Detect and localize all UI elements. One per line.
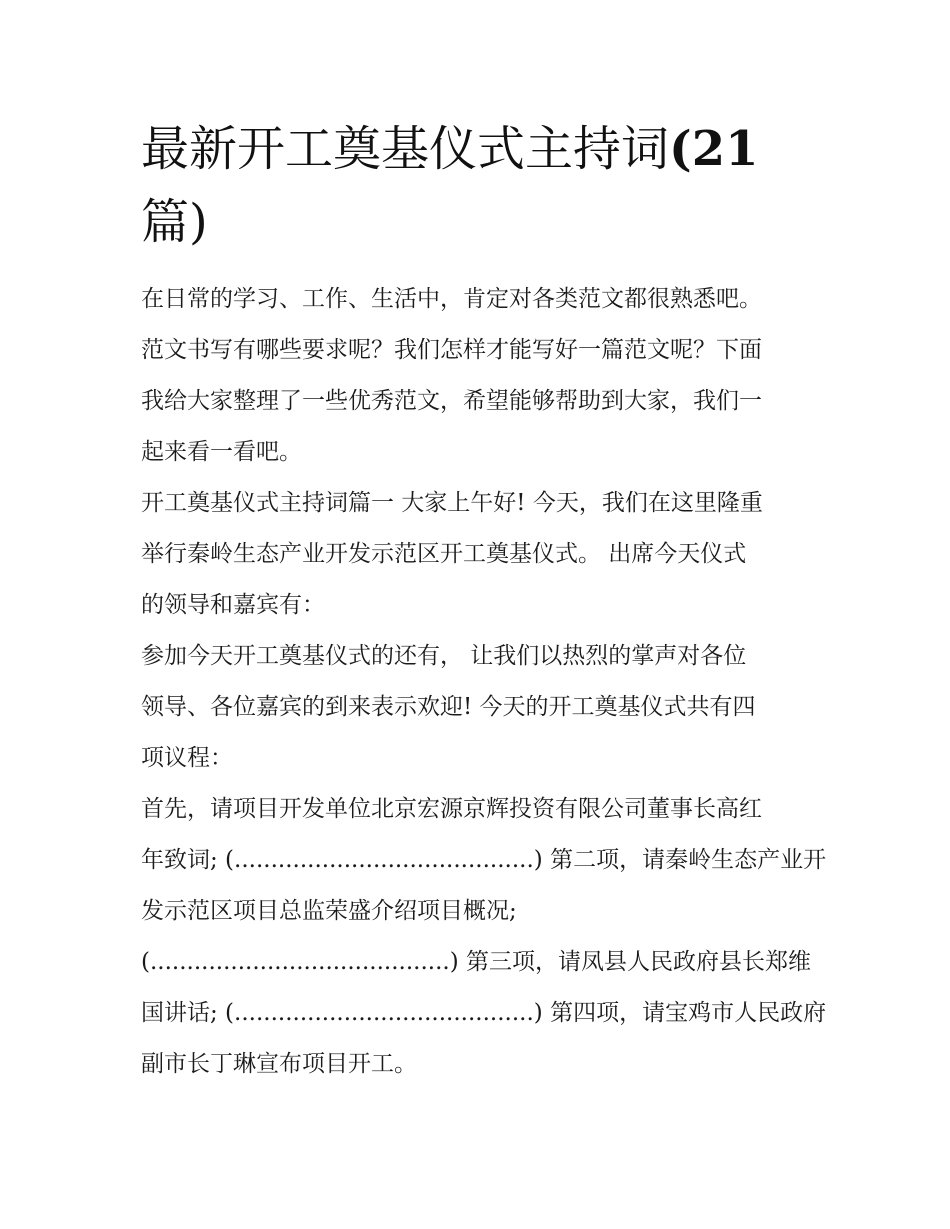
body-line: 参加今天开工奠基仪式的还有， 让我们以热烈的掌声对各位	[141, 643, 747, 669]
body-line: 发示范区项目总监荣盛介绍项目概况;	[141, 898, 517, 924]
body-line: 起来看一看吧。	[141, 439, 302, 465]
body-line: 在日常的学习、工作、生活中，肯定对各类范文都很熟悉吧。	[141, 286, 762, 312]
body-line: 范文书写有哪些要求呢？我们怎样才能写好一篇范文呢？下面	[141, 337, 762, 363]
body-line: 国讲话; (.........................................) 第四项，请宝鸡市人民政府	[141, 1000, 827, 1026]
body-line: 开工奠基仪式主持词篇一 大家上午好! 今天，我们在这里隆重	[141, 490, 763, 516]
body-line: 我给大家整理了一些优秀范文，希望能够帮助到大家，我们一	[141, 388, 762, 414]
body-line: 副市长丁琳宣布项目开工。	[141, 1051, 417, 1077]
body-line: (.........................................) 第三项，请凤县人民政府县长郑维	[141, 949, 812, 975]
body-line: 举行秦岭生态产业开发示范区开工奠基仪式。 出席今天仪式	[141, 541, 747, 567]
title-count: (21	[669, 121, 759, 177]
body-line: 领导、各位嘉宾的到来表示欢迎! 今天的开工奠基仪式共有四	[141, 694, 756, 720]
document-body	[141, 274, 827, 1090]
document-title	[141, 113, 781, 259]
body-line: 项议程：	[141, 745, 233, 771]
title-suffix: 篇)	[141, 194, 208, 250]
body-line: 的领导和嘉宾有：	[141, 592, 325, 618]
body-line: 首先，请项目开发单位北京宏源京辉投资有限公司董事长高红	[141, 796, 762, 822]
body-line: 年致词; (.........................................) 第二项，请秦岭生态产业开	[141, 847, 827, 873]
title-text: 最新开工奠基仪式主持词	[141, 121, 670, 177]
